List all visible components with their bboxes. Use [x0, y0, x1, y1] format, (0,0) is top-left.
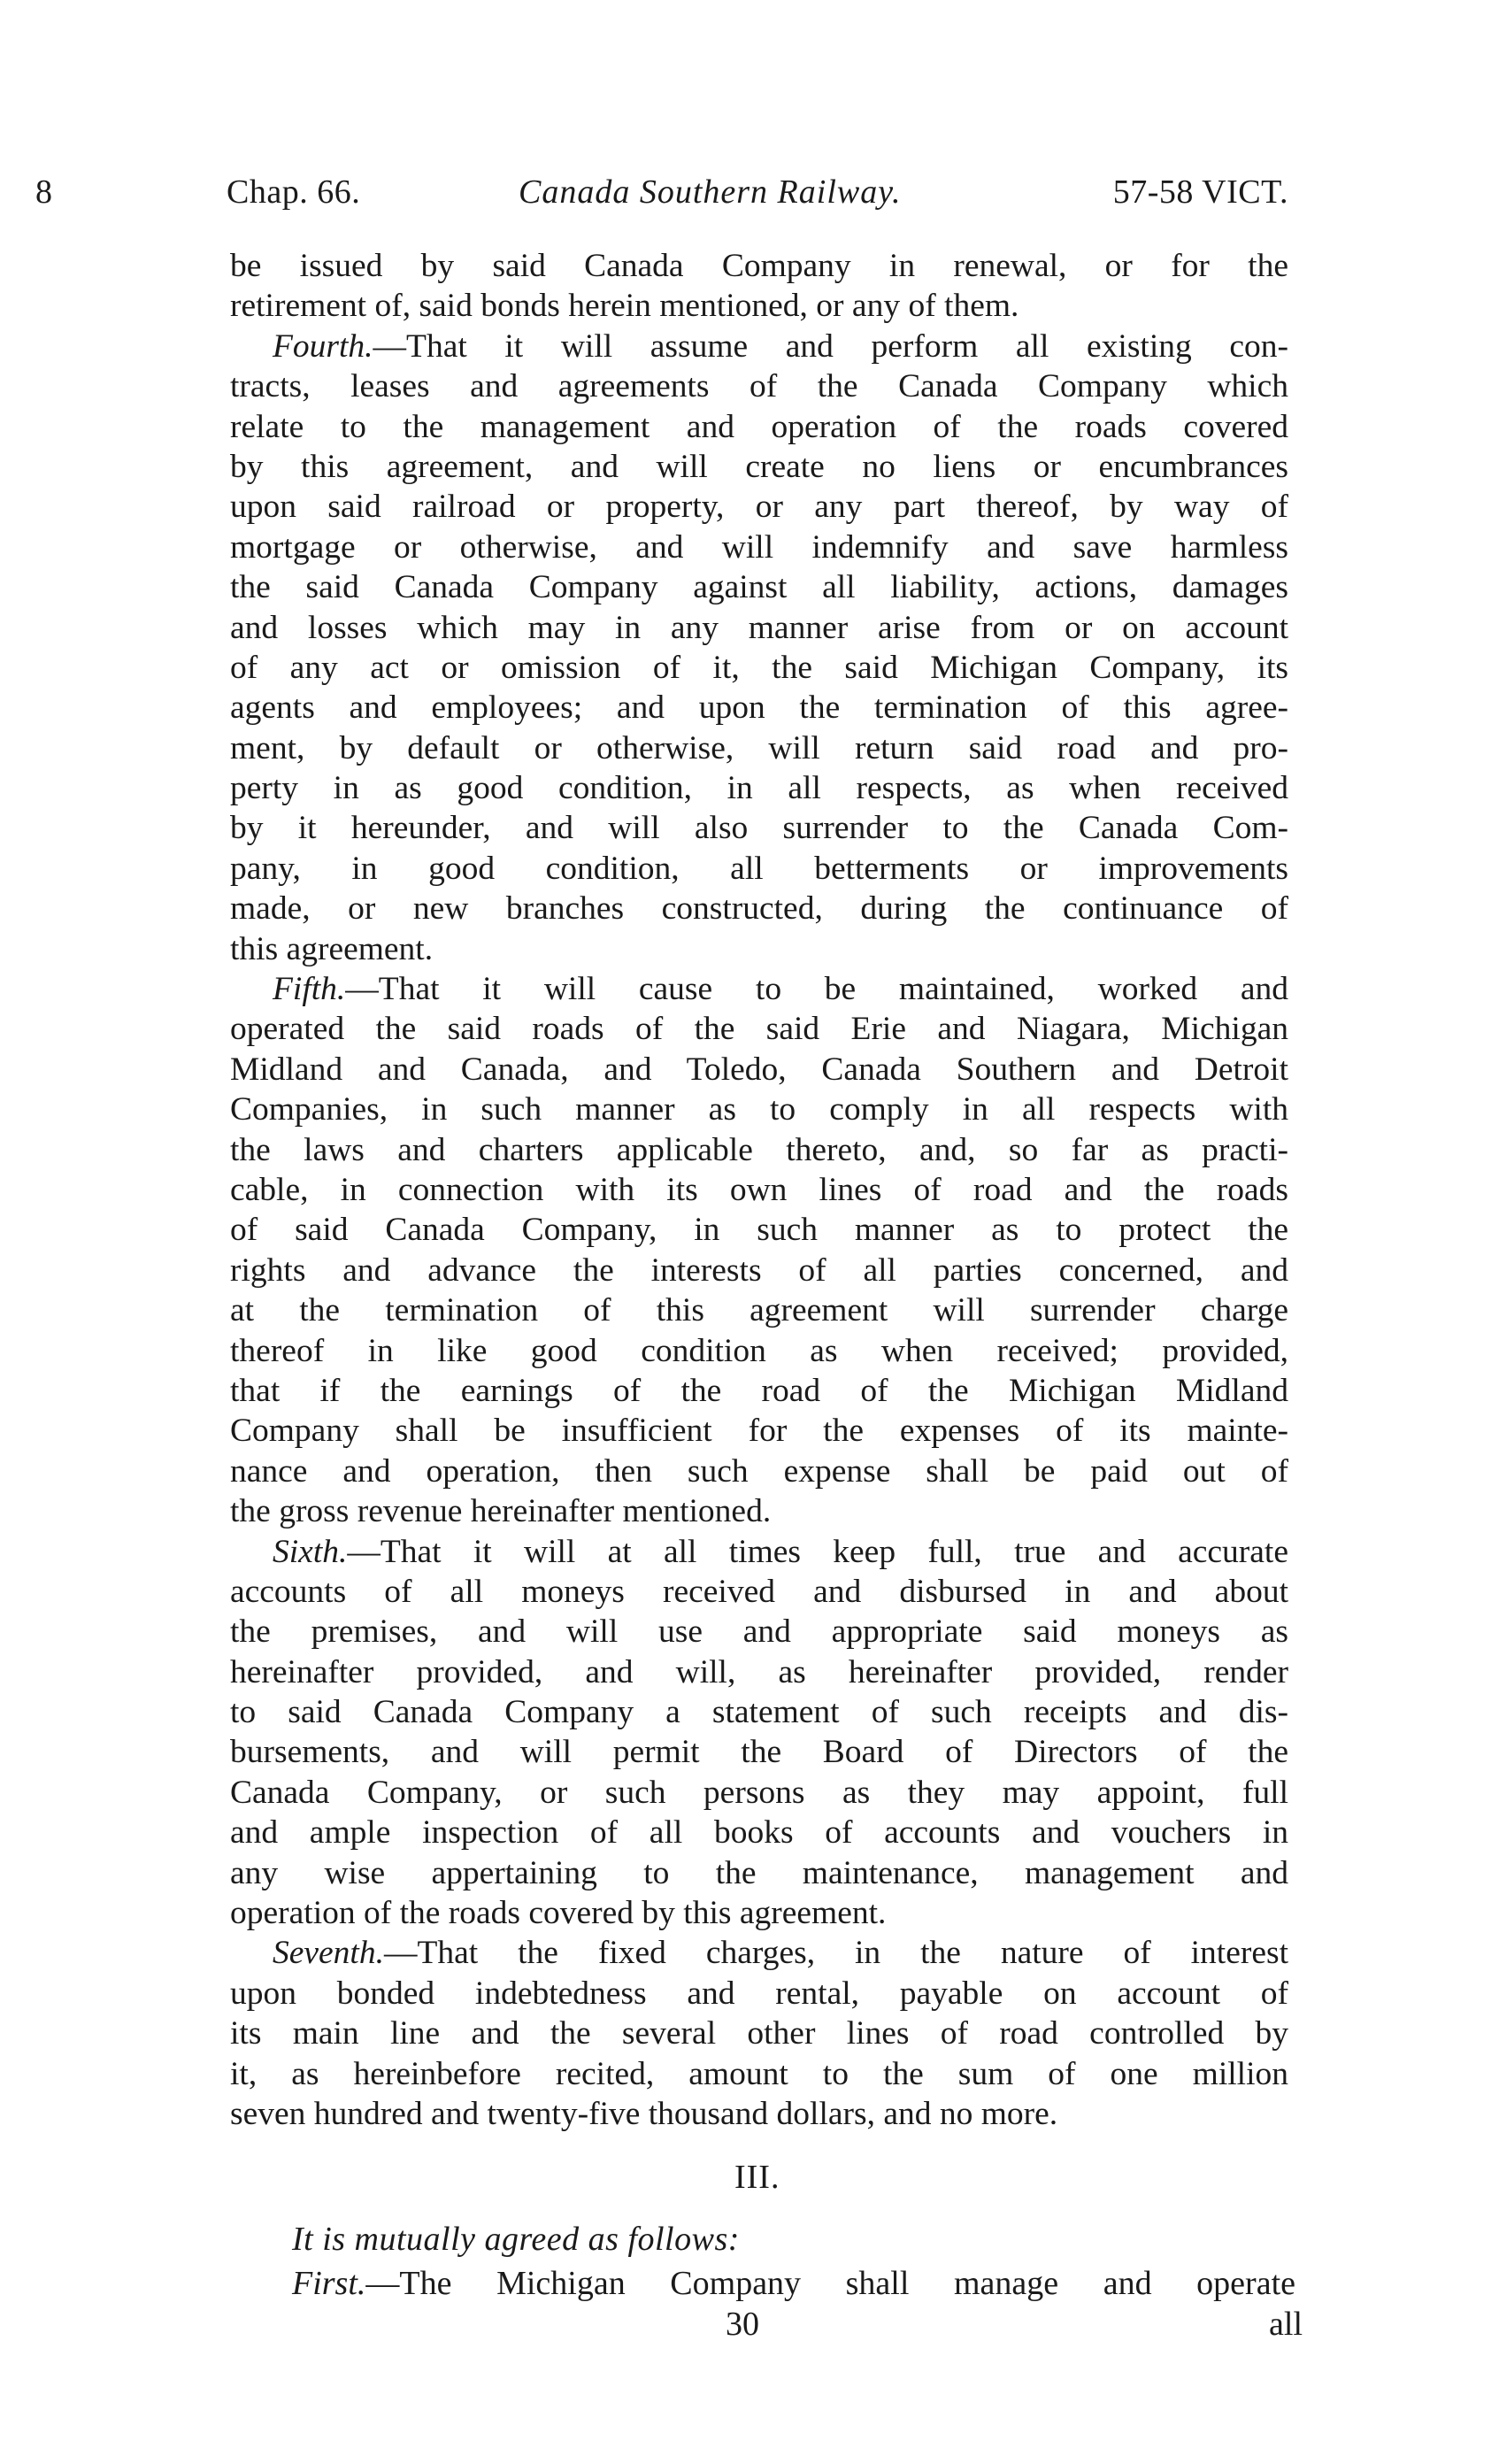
- line-text: upon bonded indebtedness and rental, payable on account of: [230, 1975, 1288, 2012]
- clause-lead: Fifth.: [273, 971, 346, 1008]
- line-text: Company shall be insufficient for the expenses of its mainte-: [230, 1413, 1288, 1450]
- body-text: [230, 246, 1288, 2134]
- line-text: by this agreement, and will create no liens or encumbrances: [230, 448, 1288, 485]
- text-line: [230, 567, 1288, 607]
- line-text: operated the said roads of the said Erie and Niagara, Michigan: [230, 1011, 1288, 1048]
- text-line: [230, 2094, 1288, 2134]
- page-number: 8: [35, 173, 52, 211]
- text-line: [230, 1692, 1288, 1732]
- line-text: by it hereunder, and will also surrender to the Canada Com-: [230, 810, 1288, 847]
- line-text: and losses which may in any manner arise from or on account: [230, 609, 1288, 646]
- text-line: [230, 1652, 1288, 1692]
- text-line: [230, 728, 1288, 768]
- text-line: [230, 1532, 1288, 1572]
- line-text: —That the fixed charges, in the nature of interest: [383, 1935, 1288, 1972]
- line-text: operation of the roads covered by this agreement.: [230, 1895, 887, 1932]
- line-text: at the termination of this agreement will surrender charge: [230, 1292, 1288, 1329]
- text-line: [230, 1451, 1288, 1491]
- line-text: tracts, leases and agreements of the Canada Company which: [230, 368, 1288, 405]
- paragraph: [230, 327, 1288, 969]
- line-text: seven hundred and twenty-five thousand dollars, and no more.: [230, 2095, 1058, 2132]
- text-line: [230, 1732, 1288, 1772]
- text-line: [230, 1773, 1288, 1813]
- text-line: [230, 1933, 1288, 1973]
- clause-text: —The Michigan Company shall manage and operate: [365, 2265, 1295, 2302]
- text-line: [230, 487, 1288, 527]
- line-text: retirement of, said bonds herein mentioned, or any of them.: [230, 288, 1019, 325]
- line-text: cable, in connection with its own lines of road and the roads: [230, 1171, 1288, 1208]
- chapter-label: Chap. 66.: [227, 173, 361, 211]
- clause-lead: Sixth.: [273, 1533, 348, 1570]
- text-line: [230, 1130, 1288, 1170]
- text-line: [230, 648, 1288, 688]
- line-text: any wise appertaining to the maintenance, management and: [230, 1854, 1288, 1891]
- paragraph: [230, 1933, 1288, 2134]
- line-text: Midland and Canada, and Toledo, Canada Southern and Detroit: [230, 1051, 1288, 1088]
- text-line: [230, 2014, 1288, 2053]
- line-text: made, or new branches constructed, during the continuance of: [230, 890, 1288, 928]
- text-line: [230, 1290, 1288, 1330]
- text-line: [230, 849, 1288, 889]
- text-line: [230, 286, 1288, 326]
- paragraph: [230, 969, 1288, 1531]
- line-text: the premises, and will use and appropriate said moneys as: [230, 1613, 1288, 1651]
- line-text: —That it will at all times keep full, true and accurate: [347, 1533, 1288, 1570]
- text-line: [230, 1893, 1288, 1933]
- first-clause: [292, 2264, 1295, 2303]
- text-line: [230, 1974, 1288, 2014]
- line-text: mortgage or otherwise, and will indemnify and save harmless: [230, 528, 1288, 566]
- line-text: thereof in like good condition as when received; provided,: [230, 1332, 1288, 1369]
- text-line: [230, 1371, 1288, 1411]
- line-text: bursements, and will permit the Board of Directors of the: [230, 1734, 1288, 1771]
- text-line: [230, 608, 1288, 648]
- text-line: [230, 1491, 1288, 1531]
- line-text: rights and advance the interests of all parties concerned, and: [230, 1251, 1288, 1289]
- line-text: this agreement.: [230, 930, 434, 967]
- line-text: the gross revenue hereinafter mentioned.: [230, 1493, 772, 1530]
- text-line: [230, 447, 1288, 487]
- text-line: [230, 2054, 1288, 2094]
- text-line: [230, 1572, 1288, 1612]
- text-line: [230, 246, 1288, 286]
- text-line: [230, 1090, 1288, 1129]
- text-line: [230, 1210, 1288, 1250]
- clause-lead: Seventh.: [273, 1935, 384, 1972]
- line-text: agents and employees; and upon the termination of this agree-: [230, 689, 1288, 727]
- line-text: of any act or omission of it, the said Michigan Company, its: [230, 649, 1288, 686]
- text-line: [230, 1170, 1288, 1210]
- text-line: [230, 929, 1288, 969]
- line-text: of said Canada Company, in such manner as to protect the: [230, 1212, 1288, 1249]
- text-line: [230, 1251, 1288, 1290]
- text-line: [230, 1853, 1288, 1893]
- text-line: [230, 366, 1288, 406]
- line-text: the laws and charters applicable thereto, and, so far as practi-: [230, 1131, 1288, 1168]
- line-text: nance and operation, then such expense shall be paid out of: [230, 1452, 1288, 1490]
- paragraph: [230, 246, 1288, 327]
- agreement-intro: It is mutually agreed as follows:: [292, 2221, 740, 2258]
- line-text: to said Canada Company a statement of such receipts and dis-: [230, 1694, 1288, 1731]
- text-line: [230, 1612, 1288, 1652]
- text-line: [230, 969, 1288, 1009]
- line-text: and ample inspection of all books of accounts and vouchers in: [230, 1814, 1288, 1852]
- text-line: [230, 1050, 1288, 1090]
- line-text: that if the earnings of the road of the Michigan Midland: [230, 1372, 1288, 1409]
- line-text: —That it will assume and perform all existing con-: [373, 327, 1288, 365]
- line-text: perty in as good condition, in all respects, as when received: [230, 770, 1288, 807]
- line-text: its main line and the several other lines of road controlled by: [230, 2015, 1288, 2052]
- line-text: Companies, in such manner as to comply in all respects with: [230, 1091, 1288, 1128]
- line-text: Canada Company, or such persons as they may appoint, full: [230, 1774, 1288, 1811]
- line-text: relate to the management and operation of the roads covered: [230, 408, 1288, 445]
- text-line: [230, 768, 1288, 808]
- text-line: [230, 889, 1288, 928]
- line-text: the said Canada Company against all liability, actions, damages: [230, 569, 1288, 606]
- line-text: upon said railroad or property, or any part thereof, by way of: [230, 489, 1288, 526]
- signature-mark: 30: [726, 2306, 759, 2343]
- catchword: all: [1269, 2306, 1303, 2343]
- text-line: [230, 808, 1288, 848]
- text-line: [230, 688, 1288, 728]
- line-text: —That it will cause to be maintained, worked and: [345, 971, 1288, 1008]
- line-text: pany, in good condition, all betterments or improvements: [230, 850, 1288, 887]
- text-line: [230, 1009, 1288, 1049]
- clause-lead: First.: [292, 2265, 366, 2302]
- text-line: [230, 527, 1288, 567]
- text-line: [230, 1331, 1288, 1371]
- text-line: [230, 407, 1288, 447]
- line-text: ment, by default or otherwise, will return said road and pro-: [230, 729, 1288, 766]
- line-text: hereinafter provided, and will, as hereinafter provided, render: [230, 1653, 1288, 1690]
- paragraph: [230, 1532, 1288, 1934]
- section-heading: III.: [734, 2159, 780, 2196]
- regnal-year: 57-58 VICT.: [1112, 173, 1288, 211]
- line-text: it, as hereinbefore recited, amount to the sum of one million: [230, 2055, 1288, 2092]
- running-header: [227, 173, 1288, 217]
- text-line: [230, 327, 1288, 366]
- line-text: be issued by said Canada Company in renewal, or for the: [230, 248, 1288, 284]
- clause-lead: Fourth.: [273, 327, 373, 365]
- text-line: [230, 1411, 1288, 1451]
- text-line: [230, 1813, 1288, 1852]
- running-title: Canada Southern Railway.: [519, 173, 902, 211]
- line-text: accounts of all moneys received and disbursed in and about: [230, 1573, 1288, 1610]
